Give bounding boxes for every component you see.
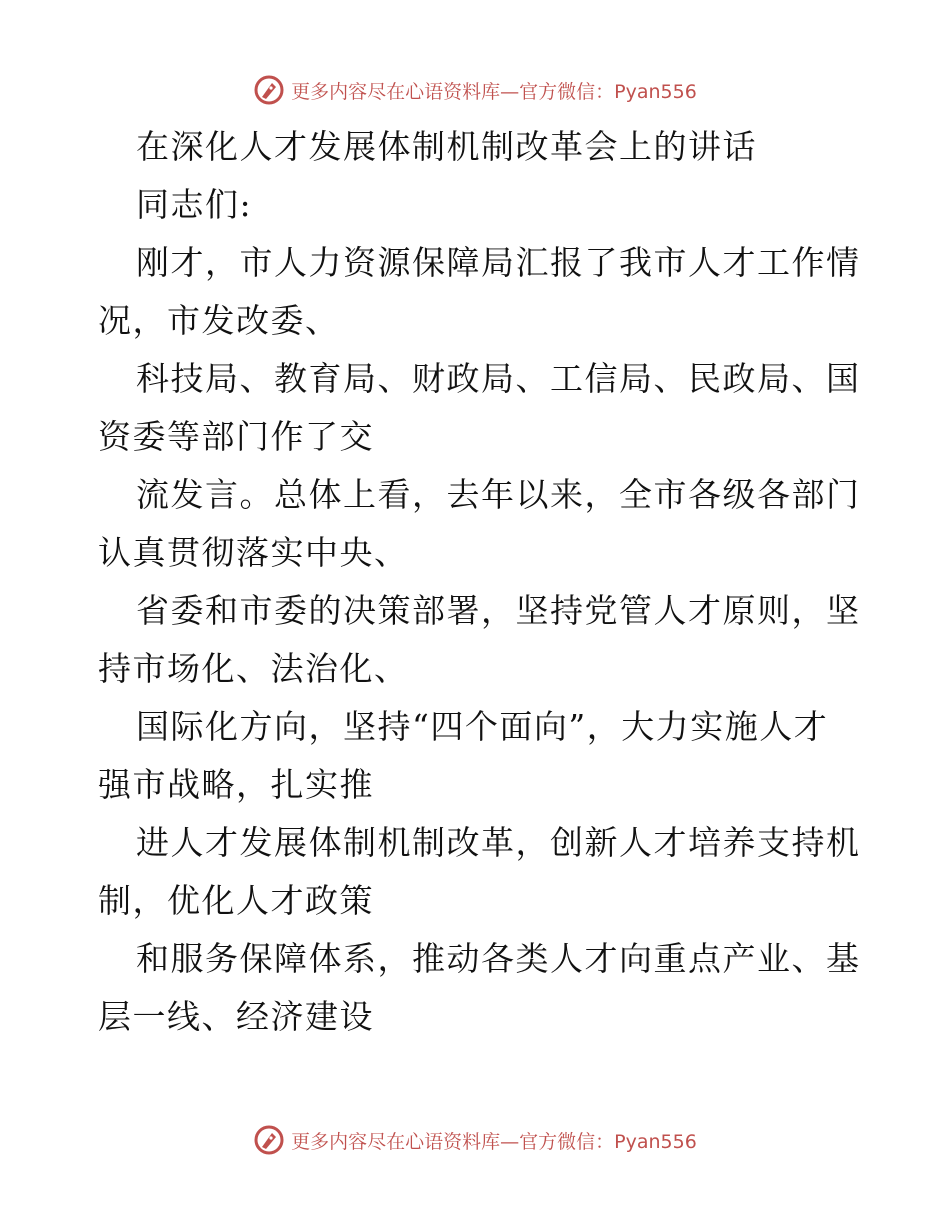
text-line: 进人才发展体制机制改革，创新人才培养支持机 — [136, 823, 861, 862]
watermark-text: 更多内容尽在心语资料库—官方微信：Pyan556 — [291, 80, 697, 103]
document-title: 在深化人才发展体制机制改革会上的讲话 — [136, 127, 757, 166]
text-line: 国际化方向，坚持“四个面向”，大力实施人才 — [136, 707, 829, 746]
text-line: 科技局、教育局、财政局、工信局、民政局、国 — [136, 359, 861, 398]
text-line: 层一线、经济建设 — [98, 997, 374, 1036]
watermark-text: 更多内容尽在心语资料库—官方微信：Pyan556 — [291, 1130, 697, 1153]
pen-nib-circle-icon — [253, 1124, 285, 1156]
footer-watermark-banner — [0, 1120, 950, 1160]
text-line: 持市场化、法治化、 — [98, 649, 409, 688]
header-watermark-banner — [0, 70, 950, 110]
wechat-id: Pyan556 — [614, 80, 697, 103]
text-line: 刚才，市人力资源保障局汇报了我市人才工作情 — [136, 243, 861, 282]
text-line: 强市战略，扎实推 — [98, 765, 374, 804]
text-line: 况，市发改委、 — [98, 301, 340, 340]
text-line: 资委等部门作了交 — [98, 417, 374, 456]
document-body — [98, 118, 861, 1046]
text-line: 省委和市委的决策部署，坚持党管人才原则，坚 — [136, 591, 861, 630]
text-line: 流发言。总体上看，去年以来，全市各级各部门 — [136, 475, 861, 514]
text-line: 认真贯彻落实中央、 — [98, 533, 409, 572]
text-line: 同志们: — [136, 185, 253, 224]
pen-nib-circle-icon — [253, 74, 285, 106]
text-line: 和服务保障体系，推动各类人才向重点产业、基 — [136, 939, 861, 978]
wechat-id: Pyan556 — [614, 1130, 697, 1153]
text-line: 制，优化人才政策 — [98, 881, 374, 920]
